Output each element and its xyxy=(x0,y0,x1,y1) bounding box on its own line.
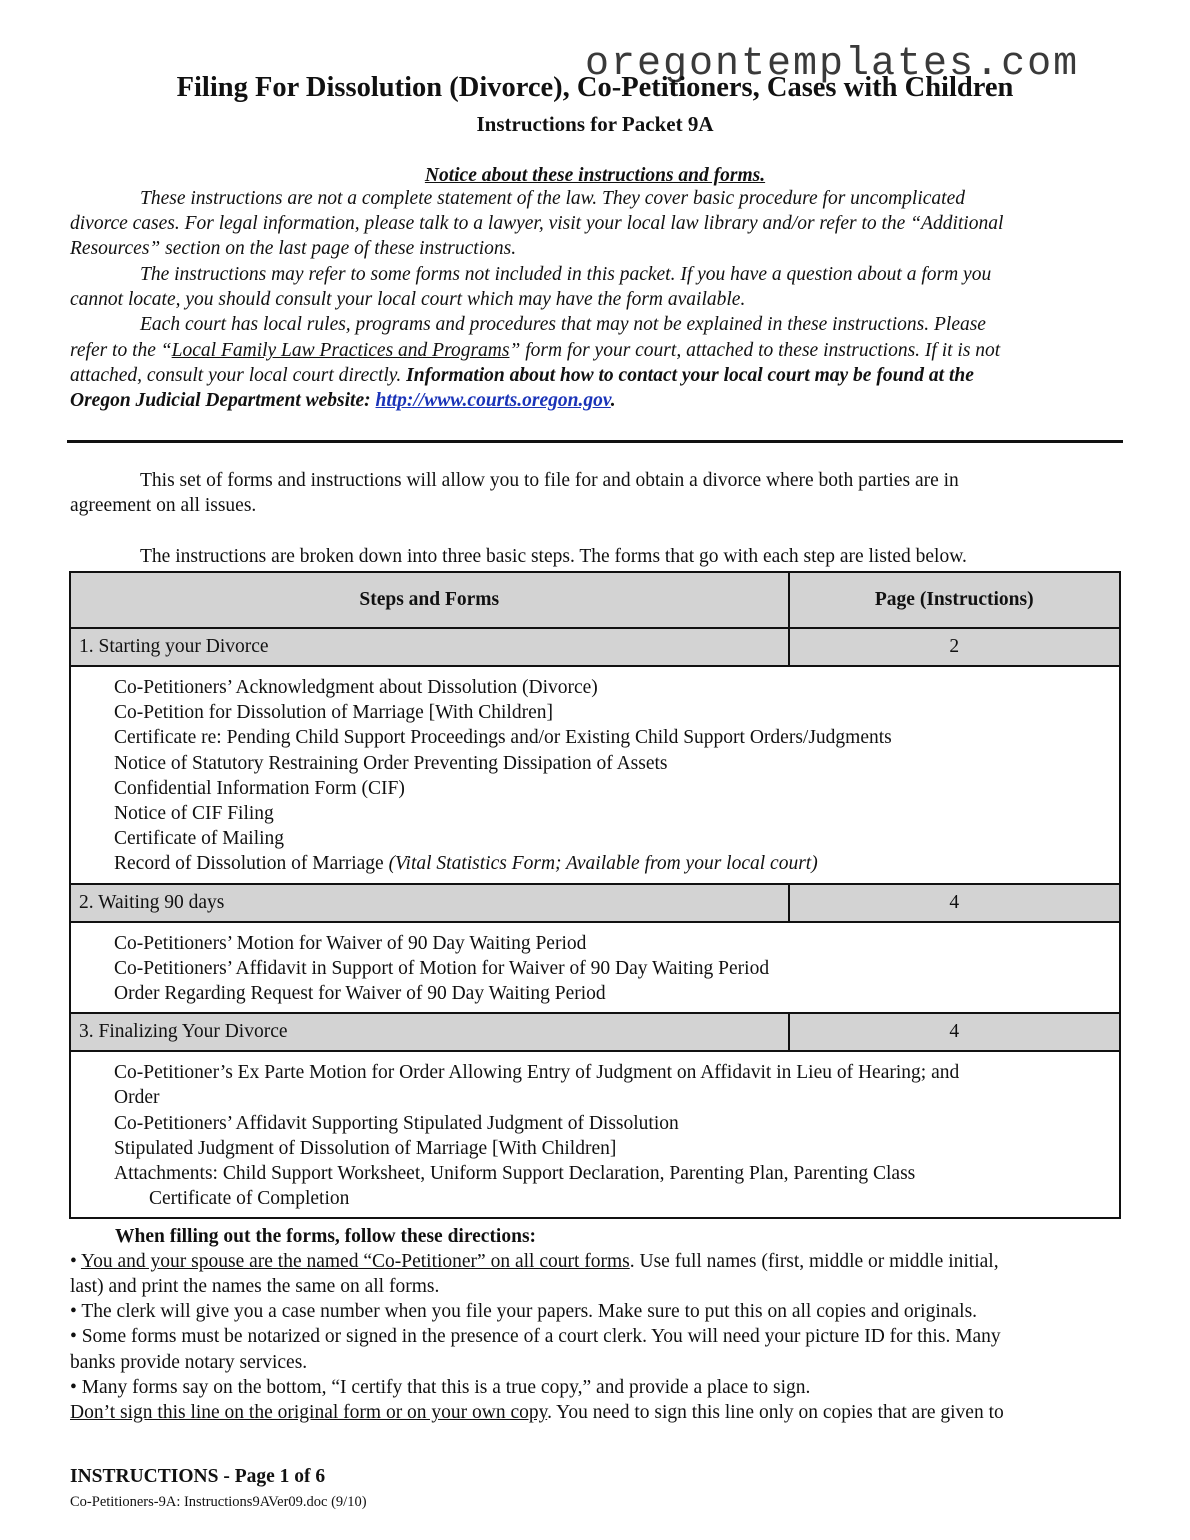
list-item: Confidential Information Form (CIF) xyxy=(114,777,405,799)
notice-bold-text: Information about how to contact your local court may be found at the xyxy=(406,365,974,386)
bullet: • xyxy=(70,1251,81,1272)
directions-item: • The clerk will give you a case number when you file your papers. Make sure to put this on all copies and originals. xyxy=(70,1301,978,1322)
step-label: 2. Waiting 90 days xyxy=(70,884,789,922)
notice-text: The instructions may refer to some forms not included in this packet. If you have a question about a form you xyxy=(140,264,992,285)
courts-website-link[interactable]: http://www.courts.oregon.gov xyxy=(375,390,611,411)
table-row xyxy=(70,1013,1120,1051)
page-subtitle: Instructions for Packet 9A xyxy=(476,112,714,136)
step-label: 3. Finalizing Your Divorce xyxy=(70,1013,789,1051)
notice-text-part: refer to the “ xyxy=(70,340,172,361)
notice-text: Each court has local rules, programs and procedures that may not be explained in these instructions. Please xyxy=(140,314,986,335)
directions-item: last) and print the names the same on all forms. xyxy=(70,1276,440,1297)
list-item: Co-Petitioner’s Ex Parte Motion for Order Allowing Entry of Judgment on Affidavit in Lieu of Hearing; and xyxy=(114,1062,960,1084)
intro-text: This set of forms and instructions will allow you to file for and obtain a divorce where both parties are in xyxy=(140,470,959,491)
list-item: Co-Petitioners’ Motion for Waiver of 90 Day Waiting Period xyxy=(114,932,587,954)
directions-item xyxy=(70,1251,999,1273)
list-item: Certificate of Completion xyxy=(149,1188,350,1210)
table-row xyxy=(70,666,1120,884)
steps-table xyxy=(69,571,1121,1219)
list-item: Co-Petitioners’ Acknowledgment about Dissolution (Divorce) xyxy=(114,677,598,698)
list-item-note: (Vital Statistics Form; Available from your local court) xyxy=(388,853,818,875)
directions-text: . Use full names (first, middle or middle initial, xyxy=(629,1251,999,1272)
notice-text: Resources” section on the last page of these instructions. xyxy=(70,238,517,259)
notice-text-part: ” form for your court, attached to these instructions. If it is not xyxy=(509,340,1001,361)
step-label: 1. Starting your Divorce xyxy=(70,628,789,666)
table-row xyxy=(70,922,1120,1014)
notice-text xyxy=(70,390,616,412)
column-header-steps: Steps and Forms xyxy=(70,572,789,628)
notice-text: These instructions are not a complete statement of the law. They cover basic procedure for uncomplicated xyxy=(140,188,965,209)
page-title: Filing For Dissolution (Divorce), Co-Petitioners, Cases with Children xyxy=(176,72,1014,103)
directions-underlined-text: You and your spouse are the named “Co-Petitioner” on all court forms xyxy=(80,1251,630,1272)
directions-item xyxy=(70,1402,1004,1424)
intro-text: agreement on all issues. xyxy=(70,495,257,516)
list-item: Co-Petition for Dissolution of Marriage [With Children] xyxy=(114,702,553,724)
list-item-text: Record of Dissolution of Marriage xyxy=(114,853,389,875)
notice-text-part: attached, consult your local court directly. xyxy=(70,365,407,386)
page-number: INSTRUCTIONS - Page 1 of 6 xyxy=(70,1466,326,1487)
step-page: 4 xyxy=(789,884,1121,922)
list-item: Notice of Statutory Restraining Order Preventing Dissipation of Assets xyxy=(114,752,668,774)
directions-heading: When filling out the forms, follow these directions: xyxy=(115,1226,537,1247)
notice-text: divorce cases. For legal information, please talk to a lawyer, visit your local law library and/or refer to the “Additional xyxy=(70,213,1004,234)
intro-text: The instructions are broken down into three basic steps. The forms that go with each step are listed below. xyxy=(140,546,967,567)
local-practices-form-name: Local Family Law Practices and Programs xyxy=(171,340,510,361)
list-item: Notice of CIF Filing xyxy=(114,803,274,825)
section-divider xyxy=(67,440,1123,443)
watermark: oregontemplates.com xyxy=(585,42,1080,87)
directions-text: . You need to sign this line only on copies that are given to xyxy=(547,1402,1004,1423)
list-item: Co-Petitioners’ Affidavit Supporting Stipulated Judgment of Dissolution xyxy=(114,1112,679,1134)
list-item: Certificate re: Pending Child Support Proceedings and/or Existing Child Support Orders/Judgments xyxy=(114,727,892,749)
notice-text xyxy=(70,340,1000,362)
step-page: 2 xyxy=(789,628,1121,666)
directions-item: banks provide notary services. xyxy=(70,1352,308,1373)
list-item: Order Regarding Request for Waiver of 90 Day Waiting Period xyxy=(114,983,606,1005)
notice-text-part: . xyxy=(610,390,616,411)
table-row xyxy=(70,884,1120,922)
directions-item: • Many forms say on the bottom, “I certify that this is a true copy,” and provide a place to sign. xyxy=(70,1377,811,1398)
list-item: Stipulated Judgment of Dissolution of Marriage [With Children] xyxy=(114,1137,617,1159)
list-item: Certificate of Mailing xyxy=(114,828,285,850)
directions-underlined-text: Don’t sign this line on the original form or on your own copy xyxy=(70,1402,548,1423)
table-row xyxy=(70,1051,1120,1218)
step-forms-list xyxy=(70,666,1120,884)
table-row xyxy=(70,628,1120,666)
notice-text xyxy=(70,365,974,387)
step-forms-list xyxy=(70,1051,1120,1218)
step-forms-list xyxy=(70,922,1120,1014)
file-reference: Co-Petitioners-9A: Instructions9AVer09.doc (9/10) xyxy=(70,1494,367,1510)
directions-item: • Some forms must be notarized or signed in the presence of a court clerk. You will need your picture ID for this. Many xyxy=(70,1326,1001,1347)
list-item: Co-Petitioners’ Affidavit in Support of Motion for Waiver of 90 Day Waiting Period xyxy=(114,957,770,979)
list-item: Attachments: Child Support Worksheet, Uniform Support Declaration, Parenting Plan, Parenting Class xyxy=(114,1163,916,1185)
column-header-page: Page (Instructions) xyxy=(789,572,1121,628)
notice-text: cannot locate, you should consult your local court which may have the form available. xyxy=(70,289,746,310)
notice-heading: Notice about these instructions and forms. xyxy=(424,165,766,186)
step-page: 4 xyxy=(789,1013,1121,1051)
list-item xyxy=(114,851,1119,876)
notice-bold-text: Oregon Judicial Department website: xyxy=(70,390,376,411)
list-item: Order xyxy=(114,1087,160,1109)
